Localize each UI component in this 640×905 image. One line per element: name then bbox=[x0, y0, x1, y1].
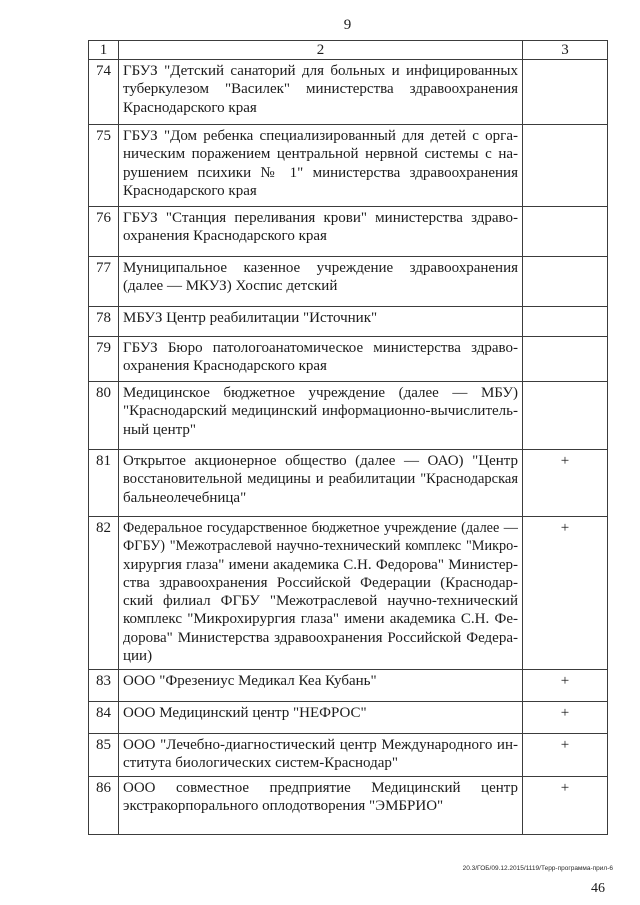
row-number: 82 bbox=[89, 517, 119, 670]
row-mark bbox=[523, 60, 608, 125]
row-organization bbox=[119, 382, 523, 450]
text-line: ГБУЗ "Станция переливания крови" министерства здраво- bbox=[123, 210, 518, 226]
table-row bbox=[89, 734, 608, 777]
page-number-bottom: 46 bbox=[591, 881, 605, 896]
row-mark bbox=[523, 307, 608, 337]
table-row bbox=[89, 60, 608, 125]
table-row bbox=[89, 702, 608, 734]
text-line: ническим поражением центральной нервной системы с на- bbox=[123, 146, 518, 163]
table-row bbox=[89, 125, 608, 207]
text-line: ООО "Фрезениус Медикал Кеа Кубань" bbox=[123, 673, 377, 689]
header-col-3: 3 bbox=[523, 41, 608, 60]
table-row bbox=[89, 257, 608, 307]
text-line: ный центр" bbox=[123, 421, 196, 438]
row-number: 74 bbox=[89, 60, 119, 125]
row-number: 83 bbox=[89, 670, 119, 702]
row-number: 78 bbox=[89, 307, 119, 337]
row-number: 84 bbox=[89, 702, 119, 734]
text-line: ства здравоохранения Российской Федерации (Краснодар- bbox=[123, 574, 518, 591]
table-header-row bbox=[89, 41, 608, 60]
plus-mark: + bbox=[560, 780, 570, 796]
organizations-table bbox=[88, 40, 608, 835]
text-line: (далее — МКУЗ) Хоспис детский bbox=[123, 278, 338, 295]
text-line: Муниципальное казенное учреждение здравоохранения bbox=[123, 260, 518, 276]
text-line: ГБУЗ "Детский санаторий для больных и инфицированных bbox=[123, 63, 518, 79]
text-line: Краснодарского края bbox=[123, 182, 257, 199]
table-row bbox=[89, 517, 608, 670]
text-line: дорова" Министерства здравоохранения Российской Федера- bbox=[123, 629, 518, 646]
table-row bbox=[89, 337, 608, 382]
text-line: ФГБУ) "Межотраслевой научно-технический комплекс "Микро- bbox=[123, 538, 518, 555]
table-row bbox=[89, 307, 608, 337]
table-row bbox=[89, 777, 608, 835]
row-mark bbox=[523, 450, 608, 517]
text-line: ститута биологических систем-Краснодар" bbox=[123, 755, 399, 772]
row-mark bbox=[523, 517, 608, 670]
text-line: охранения Краснодарского края bbox=[123, 358, 327, 375]
row-organization bbox=[119, 670, 523, 702]
row-mark bbox=[523, 125, 608, 207]
row-organization bbox=[119, 777, 523, 835]
text-line: Открытое акционерное общество (далее — ОАО) "Центр bbox=[123, 453, 518, 469]
text-line: ции) bbox=[123, 648, 153, 665]
row-number: 85 bbox=[89, 734, 119, 777]
text-line: экстракорпорального оплодотворения "ЭМБРИО" bbox=[123, 798, 444, 815]
row-mark bbox=[523, 207, 608, 257]
text-line: Медицинское бюджетное учреждение (далее — МБУ) bbox=[123, 385, 518, 401]
row-organization bbox=[119, 450, 523, 517]
text-line: восстановительной медицины и реабилитации "Краснодарская bbox=[123, 471, 518, 488]
table-row bbox=[89, 670, 608, 702]
row-number: 86 bbox=[89, 777, 119, 835]
header-col-1: 1 bbox=[89, 41, 119, 60]
row-organization bbox=[119, 257, 523, 307]
row-organization bbox=[119, 337, 523, 382]
text-line: охранения Краснодарского края bbox=[123, 228, 327, 245]
row-organization bbox=[119, 517, 523, 670]
text-line: ООО Медицинский центр "НЕФРОС" bbox=[123, 705, 367, 721]
text-line: комплекс "Микрохирургия глаза" имени академика С.Н. Фе- bbox=[123, 611, 518, 628]
plus-mark: + bbox=[560, 673, 570, 689]
row-mark bbox=[523, 382, 608, 450]
row-number: 76 bbox=[89, 207, 119, 257]
text-line: Краснодарского края bbox=[123, 99, 257, 116]
row-organization bbox=[119, 702, 523, 734]
text-line: бальнеолечебница" bbox=[123, 489, 247, 506]
plus-mark: + bbox=[560, 520, 570, 536]
text-line: туберкулезом "Василек" министерства здравоохранения bbox=[123, 81, 518, 98]
row-organization bbox=[119, 307, 523, 337]
text-line: "Краснодарский медицинский информационно-вычислитель- bbox=[123, 403, 518, 420]
text-line: МБУЗ Центр реабилитации "Источник" bbox=[123, 310, 378, 326]
row-number: 75 bbox=[89, 125, 119, 207]
row-organization bbox=[119, 734, 523, 777]
row-mark bbox=[523, 670, 608, 702]
row-mark bbox=[523, 777, 608, 835]
row-number: 80 bbox=[89, 382, 119, 450]
row-number: 77 bbox=[89, 257, 119, 307]
text-line: Федеральное государственное бюджетное учреждение (далее — bbox=[123, 520, 518, 536]
row-organization bbox=[119, 125, 523, 207]
text-line: рушением психики № 1" министерства здравоохранения bbox=[123, 164, 518, 181]
row-organization bbox=[119, 60, 523, 125]
text-line: ООО "Лечебно-диагностический центр Международного ин- bbox=[123, 737, 518, 753]
header-col-2: 2 bbox=[119, 41, 523, 60]
text-line: хирургия глаза" имени академика С.Н. Федорова" Министер- bbox=[123, 556, 518, 573]
page-number-top: 9 bbox=[343, 17, 352, 33]
row-mark bbox=[523, 257, 608, 307]
table-row bbox=[89, 450, 608, 517]
row-mark bbox=[523, 702, 608, 734]
plus-mark: + bbox=[560, 705, 570, 721]
plus-mark: + bbox=[560, 453, 570, 469]
plus-mark: + bbox=[560, 737, 570, 753]
table-row bbox=[89, 382, 608, 450]
row-mark bbox=[523, 337, 608, 382]
table-row bbox=[89, 207, 608, 257]
text-line: ГБУЗ "Дом ребенка специализированный для детей с орга- bbox=[123, 128, 518, 144]
row-mark bbox=[523, 734, 608, 777]
text-line: ский филиал ФГБУ "Межотраслевой научно-технический bbox=[123, 593, 518, 610]
row-number: 79 bbox=[89, 337, 119, 382]
document-code: 20.3/ГОБ/09.12.2015/1119/Терр-программа-прил-6 bbox=[462, 865, 613, 872]
text-line: ООО совместное предприятие Медицинский центр bbox=[123, 780, 518, 796]
text-line: ГБУЗ Бюро патологоанатомическое министерства здраво- bbox=[123, 340, 518, 356]
row-organization bbox=[119, 207, 523, 257]
row-number: 81 bbox=[89, 450, 119, 517]
